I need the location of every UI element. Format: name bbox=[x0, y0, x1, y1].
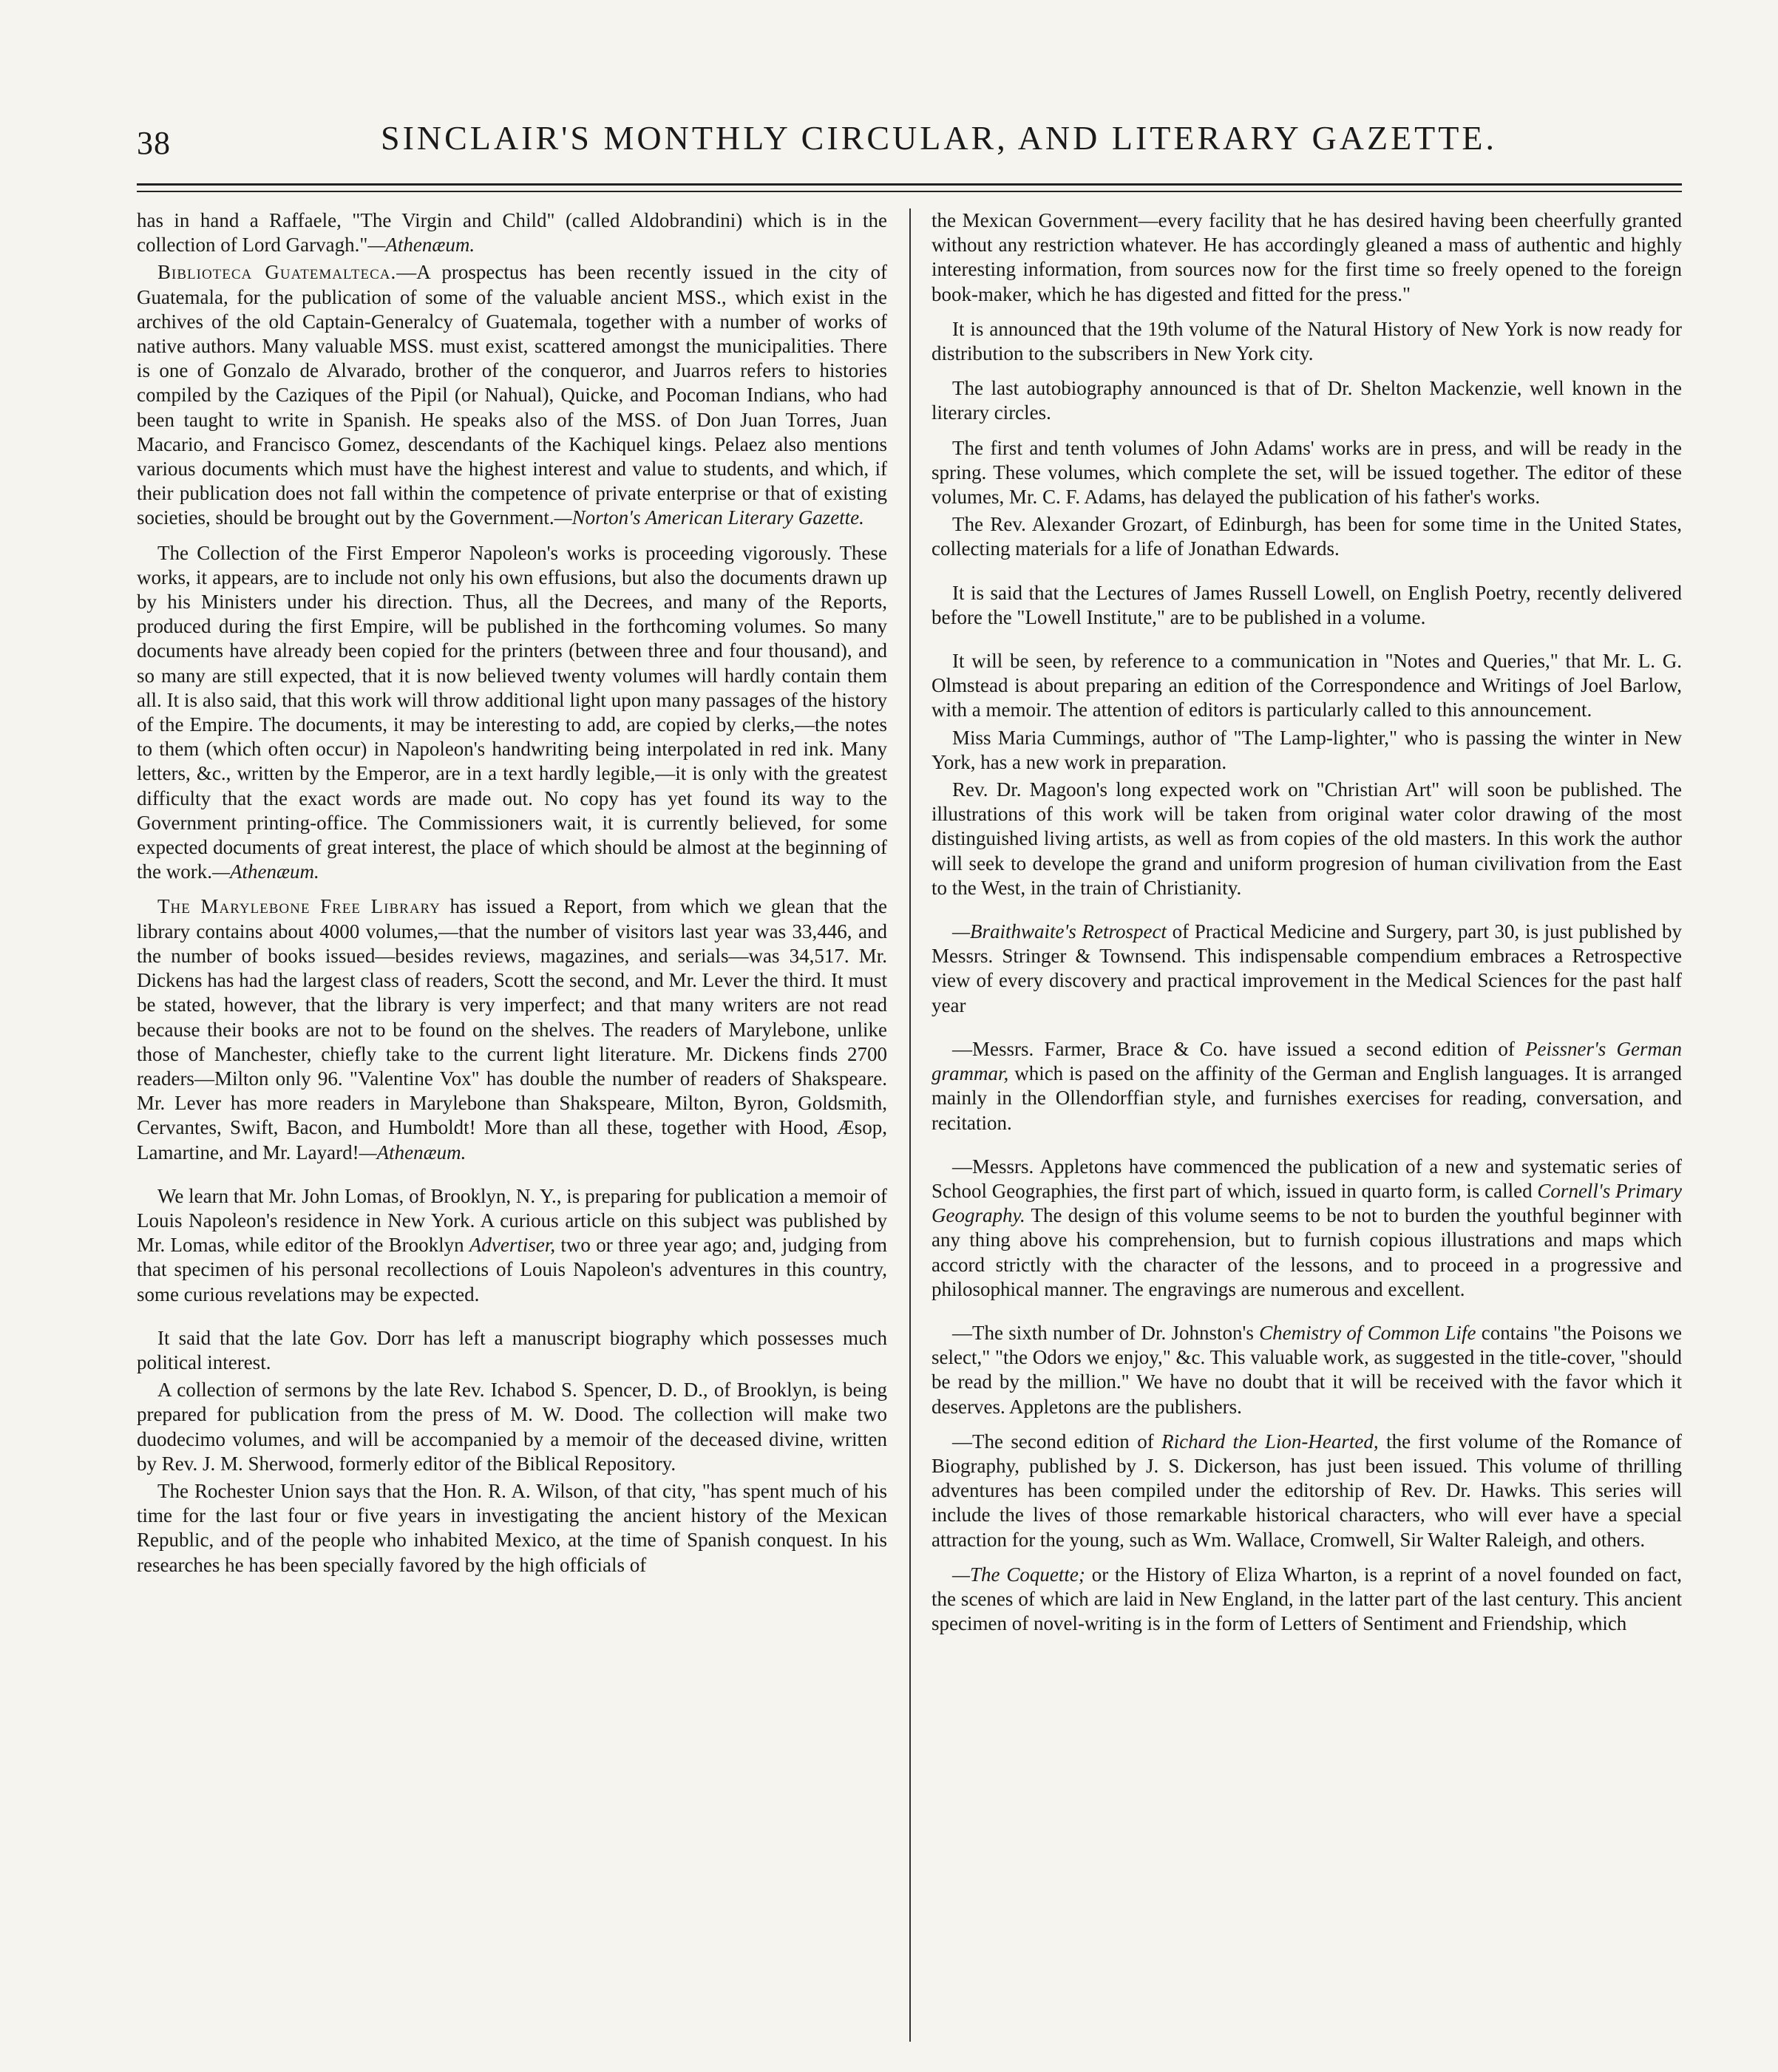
paragraph-mexican-government: the Mexican Government—every facility that he has desired having been cheerfully granted without any restriction whatever. He has accordingly gleaned a mass of authentic and highly interesting information, from sources now for the first time so freely opened to the foreign book-maker, which he has digested and fitted for the press." bbox=[932, 209, 1682, 305]
paragraph-dorr: It said that the late Gov. Dorr has left a manuscript biography which possesses much political interest. bbox=[137, 1326, 887, 1373]
paragraph-marylebone: The Marylebone Free Library has issued a Report, from which we glean that the library contains about 4000 volumes,—that the number of visitors last year was 33,446, and the number of books issued—besides reviews, magazines, and serials—was 34,517. Mr. Dickens has had the largest class of readers, Scott the second, and Mr. Lever the third. It must be stated, however, that the library is very imperfect; and that many writers are not read because their books are not to be found on the shelves. The readers of Marylebone, unlike those of Manchester, chiefly take to the current light literature. Mr. Dickens finds 2700 readers—Milton only 96. "Valentine Vox" has double the number of readers of Shakspeare. Mr. Lever has more readers in Marylebone than Shakspeare, Milton, Byron, Goldsmith, Cervantes, Swift, Bacon, and Humboldt! More than all these, together with Hood, Æsop, Lamartine, and Mr. Layard!—Athenæum. bbox=[137, 895, 887, 1164]
left-column bbox=[137, 208, 887, 2042]
header-rule-thin bbox=[137, 191, 1682, 192]
paragraph-braithwaite: —Braithwaite's Retrospect of Practical Medicine and Surgery, part 30, is just published by Messrs. Stringer & Townsend. This indispensable compendium embraces a Retrospective view of every discovery and practical improvement in the Medical Sciences for the past half year bbox=[932, 920, 1682, 1016]
paragraph-lowell: It is said that the Lectures of James Russell Lowell, on English Poetry, recently delivered before the "Lowell Institute," are to be published in a volume. bbox=[932, 581, 1682, 628]
page-number: 38 bbox=[137, 125, 171, 161]
paragraph-coquette: —The Coquette; or the History of Eliza Wharton, is a reprint of a novel founded on fact, the scenes of which are laid in New England, in the latter part of the last century. This ancient specimen of novel-writing is in the form of Letters of Sentiment and Friendship, which bbox=[932, 1563, 1682, 1635]
paragraph-raffaele: has in hand a Raffaele, "The Virgin and Child" (called Aldobrandini) which is in the collection of Lord Garvagh."—Athenæum. bbox=[137, 209, 887, 257]
paragraph-lion-hearted: —The second edition of Richard the Lion-Hearted, the first volume of the Romance of Biography, published by J. S. Dickerson, has just been issued. This volume of thrilling adventures has been compiled under the editorship of Rev. Dr. Hawks. This series will include the lives of those remarkable historical characters, who will ever have a special attraction for the young, such as Wm. Wallace, Cromwell, Sir Walter Raleigh, and others. bbox=[932, 1430, 1682, 1551]
paragraph-adams: The first and tenth volumes of John Adams' works are in press, and will be ready in the spring. These volumes, which complete the set, will be issued together. The editor of these volumes, Mr. C. F. Adams, has delayed the publication of his father's works. bbox=[932, 436, 1682, 509]
column-divider bbox=[909, 208, 911, 2042]
paragraph-mackenzie: The last autobiography announced is that of Dr. Shelton Mackenzie, well known in the literary circles. bbox=[932, 377, 1682, 424]
paragraph-spencer: A collection of sermons by the late Rev. Ichabod S. Spencer, D. D., of Brooklyn, is being prepared for publication from the press of M. W. Dood. The collection will make two duodecimo volumes, and will be accompanied by a memoir of the deceased divine, written by Rev. J. M. Sherwood, formerly editor of the Biblical Repository. bbox=[137, 1379, 887, 1475]
source-athenaeum: —Athenæum. bbox=[211, 860, 319, 883]
source-athenaeum: —Athenæum. bbox=[367, 234, 475, 257]
paragraph-lomas: We learn that Mr. John Lomas, of Brooklyn, N. Y., is preparing for publication a memoir of Louis Napoleon's residence in New York. A curious article on this subject was published by Mr. Lomas, while editor of the Brooklyn Advertiser, two or three year ago; and, judging from that specimen of his personal recollections of Louis Napoleon's adventures in this country, some curious revelations may be expected. bbox=[137, 1184, 887, 1305]
paragraph-wilson: The Rochester Union says that the Hon. R. A. Wilson, of that city, "has spent much of his time for the last four or five years in investigating the ancient history of the Mexican Republic, and of the people who inhabited Mexico, at the time of Spanish conquest. In his researches he has been specially favored by the high officials of bbox=[137, 1479, 887, 1576]
running-title: SINCLAIR'S MONTHLY CIRCULAR, AND LITERARY GAZETTE. bbox=[381, 119, 1497, 157]
paragraph-johnston: —The sixth number of Dr. Johnston's Chemistry of Common Life contains "the Poisons we select," "the Odors we enjoy," &c. This valuable work, as suggested in the title-cover, "should be read by the million." We have no doubt that it will be received with the favor which it deserves. Appletons are the publishers. bbox=[932, 1321, 1682, 1418]
paragraph-grozart: The Rev. Alexander Grozart, of Edinburgh, has been for some time in the United States, collecting materials for a life of Jonathan Edwards. bbox=[932, 513, 1682, 560]
header-rule bbox=[137, 183, 1682, 186]
paragraph-magoon: Rev. Dr. Magoon's long expected work on "Christian Art" will soon be published. The illustrations of this work will be taken from original water color drawing of the most distinguished living artists, as well as from copies of the old masters. In this work the author will seek to develope the grand and uniform progresion of human civilivation from the East to the West, in the train of Christianity. bbox=[932, 778, 1682, 899]
paragraph-natural-history: It is announced that the 19th volume of the Natural History of New York is now ready for distribution to the subscribers in New York city. bbox=[932, 317, 1682, 365]
paragraph-appletons: —Messrs. Appletons have commenced the publication of a new and systematic series of School Geographies, the first part of which, issued in quarto form, is called Cornell's Primary Geography. The design of this volume seems to be not to burden the youthful beginner with any thing above his comprehension, but to furnish copious illustrations and maps which accord strictly with the character of the lessons, and to proceed in a progressive and philosophical manner. The engravings are numerous and excellent. bbox=[932, 1155, 1682, 1300]
article-columns bbox=[137, 208, 1682, 2049]
right-column bbox=[932, 208, 1682, 2042]
paragraph-farmer-brace: —Messrs. Farmer, Brace & Co. have issued a second edition of Peissner's German grammar, which is pased on the affinity of the German and English languages. It is arranged mainly in the Ollendorffian style, and furnishes exercises for reading, conversation, and recitation. bbox=[932, 1037, 1682, 1134]
paragraph-cummings: Miss Maria Cummings, author of "The Lamp-lighter," who is passing the winter in New York, has a new work in preparation. bbox=[932, 726, 1682, 773]
source-athenaeum: —Athenæum. bbox=[359, 1141, 466, 1164]
paragraph-olmstead: It will be seen, by reference to a communication in "Notes and Queries," that Mr. L. G. Olmstead is about preparing an edition of the Correspondence and Writings of Joel Barlow, with a memoir. The attention of editors is particularly called to this announcement. bbox=[932, 650, 1682, 721]
source-norton: —Norton's American Literary Gazette. bbox=[554, 506, 864, 529]
page-header bbox=[137, 118, 1682, 170]
item-heading: The Marylebone Free Library bbox=[157, 895, 441, 918]
paragraph-napoleon-works: The Collection of the First Emperor Napoleon's works is proceeding vigorously. These works, it appears, are to include not only his own effusions, but also the documents drawn up by his Ministers under his direction. Thus, all the Decrees, and many of the Reports, produced during the first Empire, will be published in the forthcoming volumes. So many documents have already been copied for the printers (between three and four thousand), and so many are still expected, that it is now believed twenty volumes will hardly contain them all. It is also said, that this work will throw additional light upon many passages of the history of the Empire. The documents, it may be interesting to add, are copied by clerks,—the notes to them (which often occur) in Napoleon's handwriting being interpolated in red ink. Many letters, &c., written by the Emperor, are in a text hardly legible,—it is only with the greatest difficulty that the exact words are made out. No copy has yet found its way to the Government printing-office. The Commissioners wait, it is currently believed, for some expected documents of great interest, the place of which should be almost at the beginning of the work.—Athenæum. bbox=[137, 541, 887, 883]
paragraph-biblioteca: Biblioteca Guatemalteca.—A prospectus has been recently issued in the city of Guatemala, for the publication of some of the valuable ancient MSS., which exist in the archives of the old Captain-Generalcy of Guatemala, together with a number of works of native authors. Many valuable MSS. must exist, scattered amongst the municipalities. There is one of Gonzalo de Alvarado, brother of the conqueror, and Juarros refers to histories compiled by the Caziques of the Pipil (or Nahual), Quicke, and Pocoman Indians, who had been taught to write in Spanish. He speaks also of the MSS. of Don Juan Torres, Juan Macario, and Francisco Gomez, descendants of the Kachiquel kings. Pelaez also mentions various documents which must have the highest interest and value to students, and which, if their publication does not fall within the competence of private enterprise or that of existing societies, should be brought out by the Government.—Norton's American Literary Gazette. bbox=[137, 261, 887, 529]
item-heading: Biblioteca Guatemalteca. bbox=[157, 261, 397, 284]
